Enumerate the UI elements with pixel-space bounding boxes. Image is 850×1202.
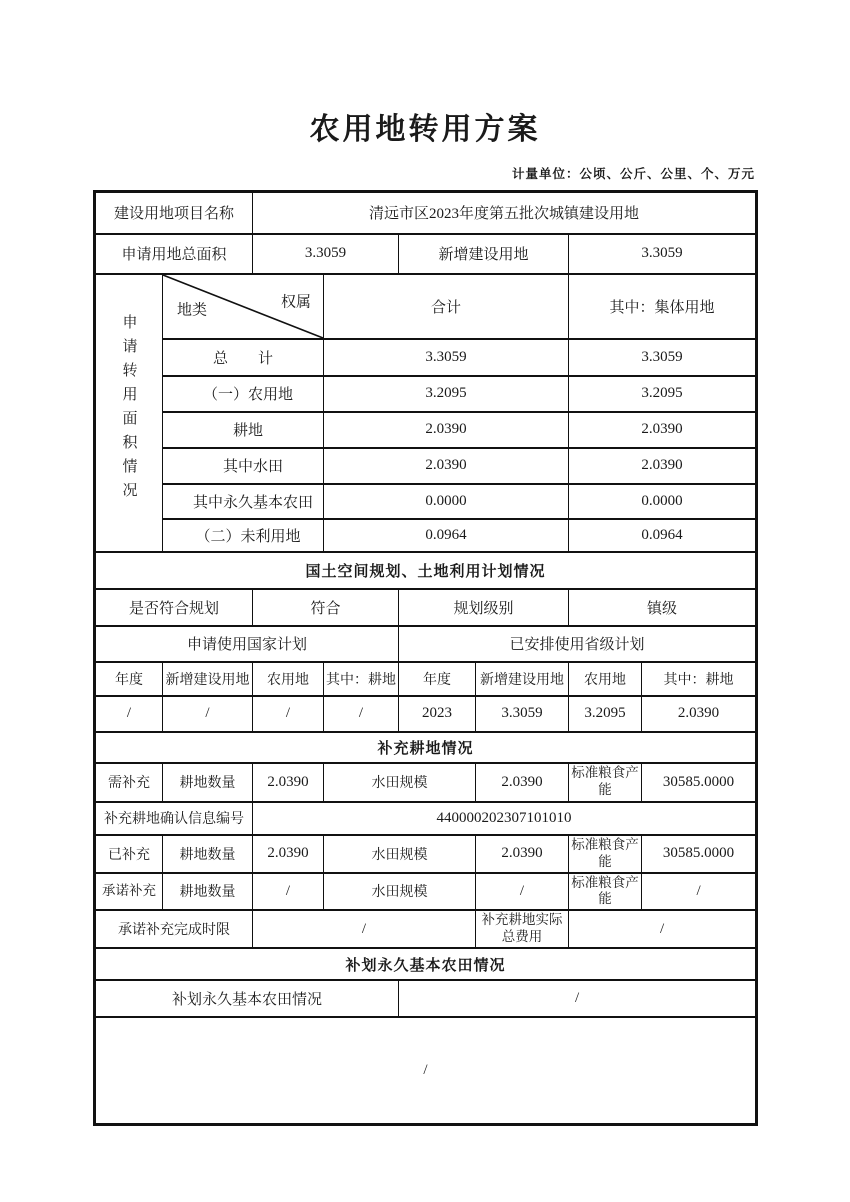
national-value-cultivated: /: [324, 696, 399, 732]
needed-label: 需补充: [95, 763, 163, 802]
row-unused-value: 0.0964: [324, 519, 569, 552]
needed-qty-value: 2.0390: [253, 763, 324, 802]
row-agricultural-label: （一）农用地: [163, 376, 324, 412]
basic-farmland-section-row: [95, 948, 757, 980]
planning-section-title: 国土空间规划、土地利用计划情况: [95, 552, 757, 589]
plan-values-row: [95, 696, 757, 732]
provincial-value-newland: 3.3059: [476, 696, 569, 732]
confirm-number-label: 补充耕地确认信息编号: [95, 802, 253, 835]
national-value-newland: /: [163, 696, 253, 732]
plan-column-header-row: [95, 662, 757, 696]
done-label: 已补充: [95, 835, 163, 873]
row-permanent-farmland-label: 其中永久基本农田: [163, 484, 324, 519]
transfer-area-header-row: [95, 274, 757, 339]
done-paddy-label: 水田规模: [324, 835, 476, 873]
new-construction-label: 新增建设用地: [399, 234, 569, 274]
diagonal-label-landtype: 地类: [177, 302, 208, 319]
done-paddy-value: 2.0390: [476, 835, 569, 873]
provincial-header-year: 年度: [399, 662, 476, 696]
planning-section-row: [95, 552, 757, 589]
table-row-unused: [95, 519, 757, 552]
row-total-value: 3.3059: [324, 339, 569, 376]
done-capacity-label: 标准粮食产能: [569, 835, 642, 873]
diagonal-header-cell: [163, 274, 324, 339]
compliance-value: 符合: [253, 589, 399, 626]
provincial-header-newland: 新增建设用地: [476, 662, 569, 696]
row-cultivated-value: 2.0390: [324, 412, 569, 448]
done-capacity-value: 30585.0000: [642, 835, 757, 873]
plan-level-label: 规划级别: [399, 589, 569, 626]
supplement-row-promised: [95, 873, 757, 911]
row-cultivated-label: 耕地: [163, 412, 324, 448]
national-value-agri: /: [253, 696, 324, 732]
table-row-permanent-farmland: [95, 484, 757, 519]
basic-farmland-section-title: 补划永久基本农田情况: [95, 948, 757, 980]
supplement-row-done: [95, 835, 757, 873]
promised-qty-value: /: [253, 873, 324, 911]
needed-capacity-value: 30585.0000: [642, 763, 757, 802]
remark-value: /: [95, 1017, 757, 1124]
row-permanent-farmland-value: 0.0000: [324, 484, 569, 519]
measurement-unit-note: 计量单位：公顷、公斤、公里、个、万元: [511, 166, 755, 181]
supplement-row-needed: [95, 763, 757, 802]
cost-value: /: [569, 910, 757, 948]
col-header-total: 合计: [324, 274, 569, 339]
promised-qty-label: 耕地数量: [163, 873, 253, 911]
supplement-section-row: [95, 732, 757, 763]
needed-paddy-label: 水田规模: [324, 763, 476, 802]
row-paddy-collective: 2.0390: [569, 448, 757, 484]
basic-farmland-label: 补划永久基本农田情况: [95, 980, 399, 1017]
row-agricultural-value: 3.2095: [324, 376, 569, 412]
row-total-collective: 3.3059: [569, 339, 757, 376]
national-header-newland: 新增建设用地: [163, 662, 253, 696]
national-header-year: 年度: [95, 662, 163, 696]
plan-level-value: 镇级: [569, 589, 757, 626]
confirm-number-row: [95, 802, 757, 835]
deadline-cost-row: [95, 910, 757, 948]
table-row-agricultural: [95, 376, 757, 412]
supplement-section-title: 补充耕地情况: [95, 732, 757, 763]
row-total-label: 总 计: [163, 339, 324, 376]
compliance-row: [95, 589, 757, 626]
plan-group-header-row: [95, 626, 757, 662]
total-area-value: 3.3059: [253, 234, 399, 274]
promised-capacity-label: 标准粮食产能: [569, 873, 642, 911]
provincial-value-year: 2023: [399, 696, 476, 732]
transfer-area-side-label-text: 申请转用面积情况: [120, 314, 137, 506]
basic-farmland-row: [95, 980, 757, 1017]
confirm-number-value: 440000202307101010: [253, 802, 757, 835]
total-area-row: [95, 234, 757, 274]
table-row-cultivated: [95, 412, 757, 448]
national-plan-label: 申请使用国家计划: [95, 626, 399, 662]
needed-qty-label: 耕地数量: [163, 763, 253, 802]
page-title: 农用地转用方案: [309, 112, 541, 147]
basic-farmland-value: /: [399, 980, 757, 1017]
provincial-value-cultivated: 2.0390: [642, 696, 757, 732]
table-row-paddy: [95, 448, 757, 484]
needed-paddy-value: 2.0390: [476, 763, 569, 802]
land-conversion-table: [93, 190, 758, 1126]
provincial-header-cultivated: 其中：耕地: [642, 662, 757, 696]
col-header-collective: 其中：集体用地: [569, 274, 757, 339]
total-area-label: 申请用地总面积: [95, 234, 253, 274]
row-cultivated-collective: 2.0390: [569, 412, 757, 448]
deadline-label: 承诺补充完成时限: [95, 910, 253, 948]
provincial-header-agri: 农用地: [569, 662, 642, 696]
provincial-value-agri: 3.2095: [569, 696, 642, 732]
deadline-value: /: [253, 910, 476, 948]
needed-capacity-label: 标准粮食产能: [569, 763, 642, 802]
project-name-label: 建设用地项目名称: [95, 192, 253, 234]
row-paddy-value: 2.0390: [324, 448, 569, 484]
new-construction-value: 3.3059: [569, 234, 757, 274]
project-name-value: 清远市区2023年度第五批次城镇建设用地: [253, 192, 757, 234]
promised-capacity-value: /: [642, 873, 757, 911]
compliance-label: 是否符合规划: [95, 589, 253, 626]
provincial-plan-label: 已安排使用省级计划: [399, 626, 757, 662]
row-unused-label: （二）未利用地: [163, 519, 324, 552]
remark-row: [95, 1017, 757, 1124]
cost-label: 补充耕地实际总费用: [476, 910, 569, 948]
diagonal-label-ownership: 权属: [281, 294, 312, 311]
national-header-cultivated: 其中：耕地: [324, 662, 399, 696]
done-qty-label: 耕地数量: [163, 835, 253, 873]
row-unused-collective: 0.0964: [569, 519, 757, 552]
project-name-row: [95, 192, 757, 234]
done-qty-value: 2.0390: [253, 835, 324, 873]
promised-label: 承诺补充: [95, 873, 163, 911]
national-header-agri: 农用地: [253, 662, 324, 696]
promised-paddy-value: /: [476, 873, 569, 911]
promised-paddy-label: 水田规模: [324, 873, 476, 911]
transfer-area-side-label: [95, 274, 163, 552]
national-value-year: /: [95, 696, 163, 732]
row-permanent-farmland-collective: 0.0000: [569, 484, 757, 519]
row-paddy-label: 其中水田: [163, 448, 324, 484]
row-agricultural-collective: 3.2095: [569, 376, 757, 412]
table-row-total: [95, 339, 757, 376]
